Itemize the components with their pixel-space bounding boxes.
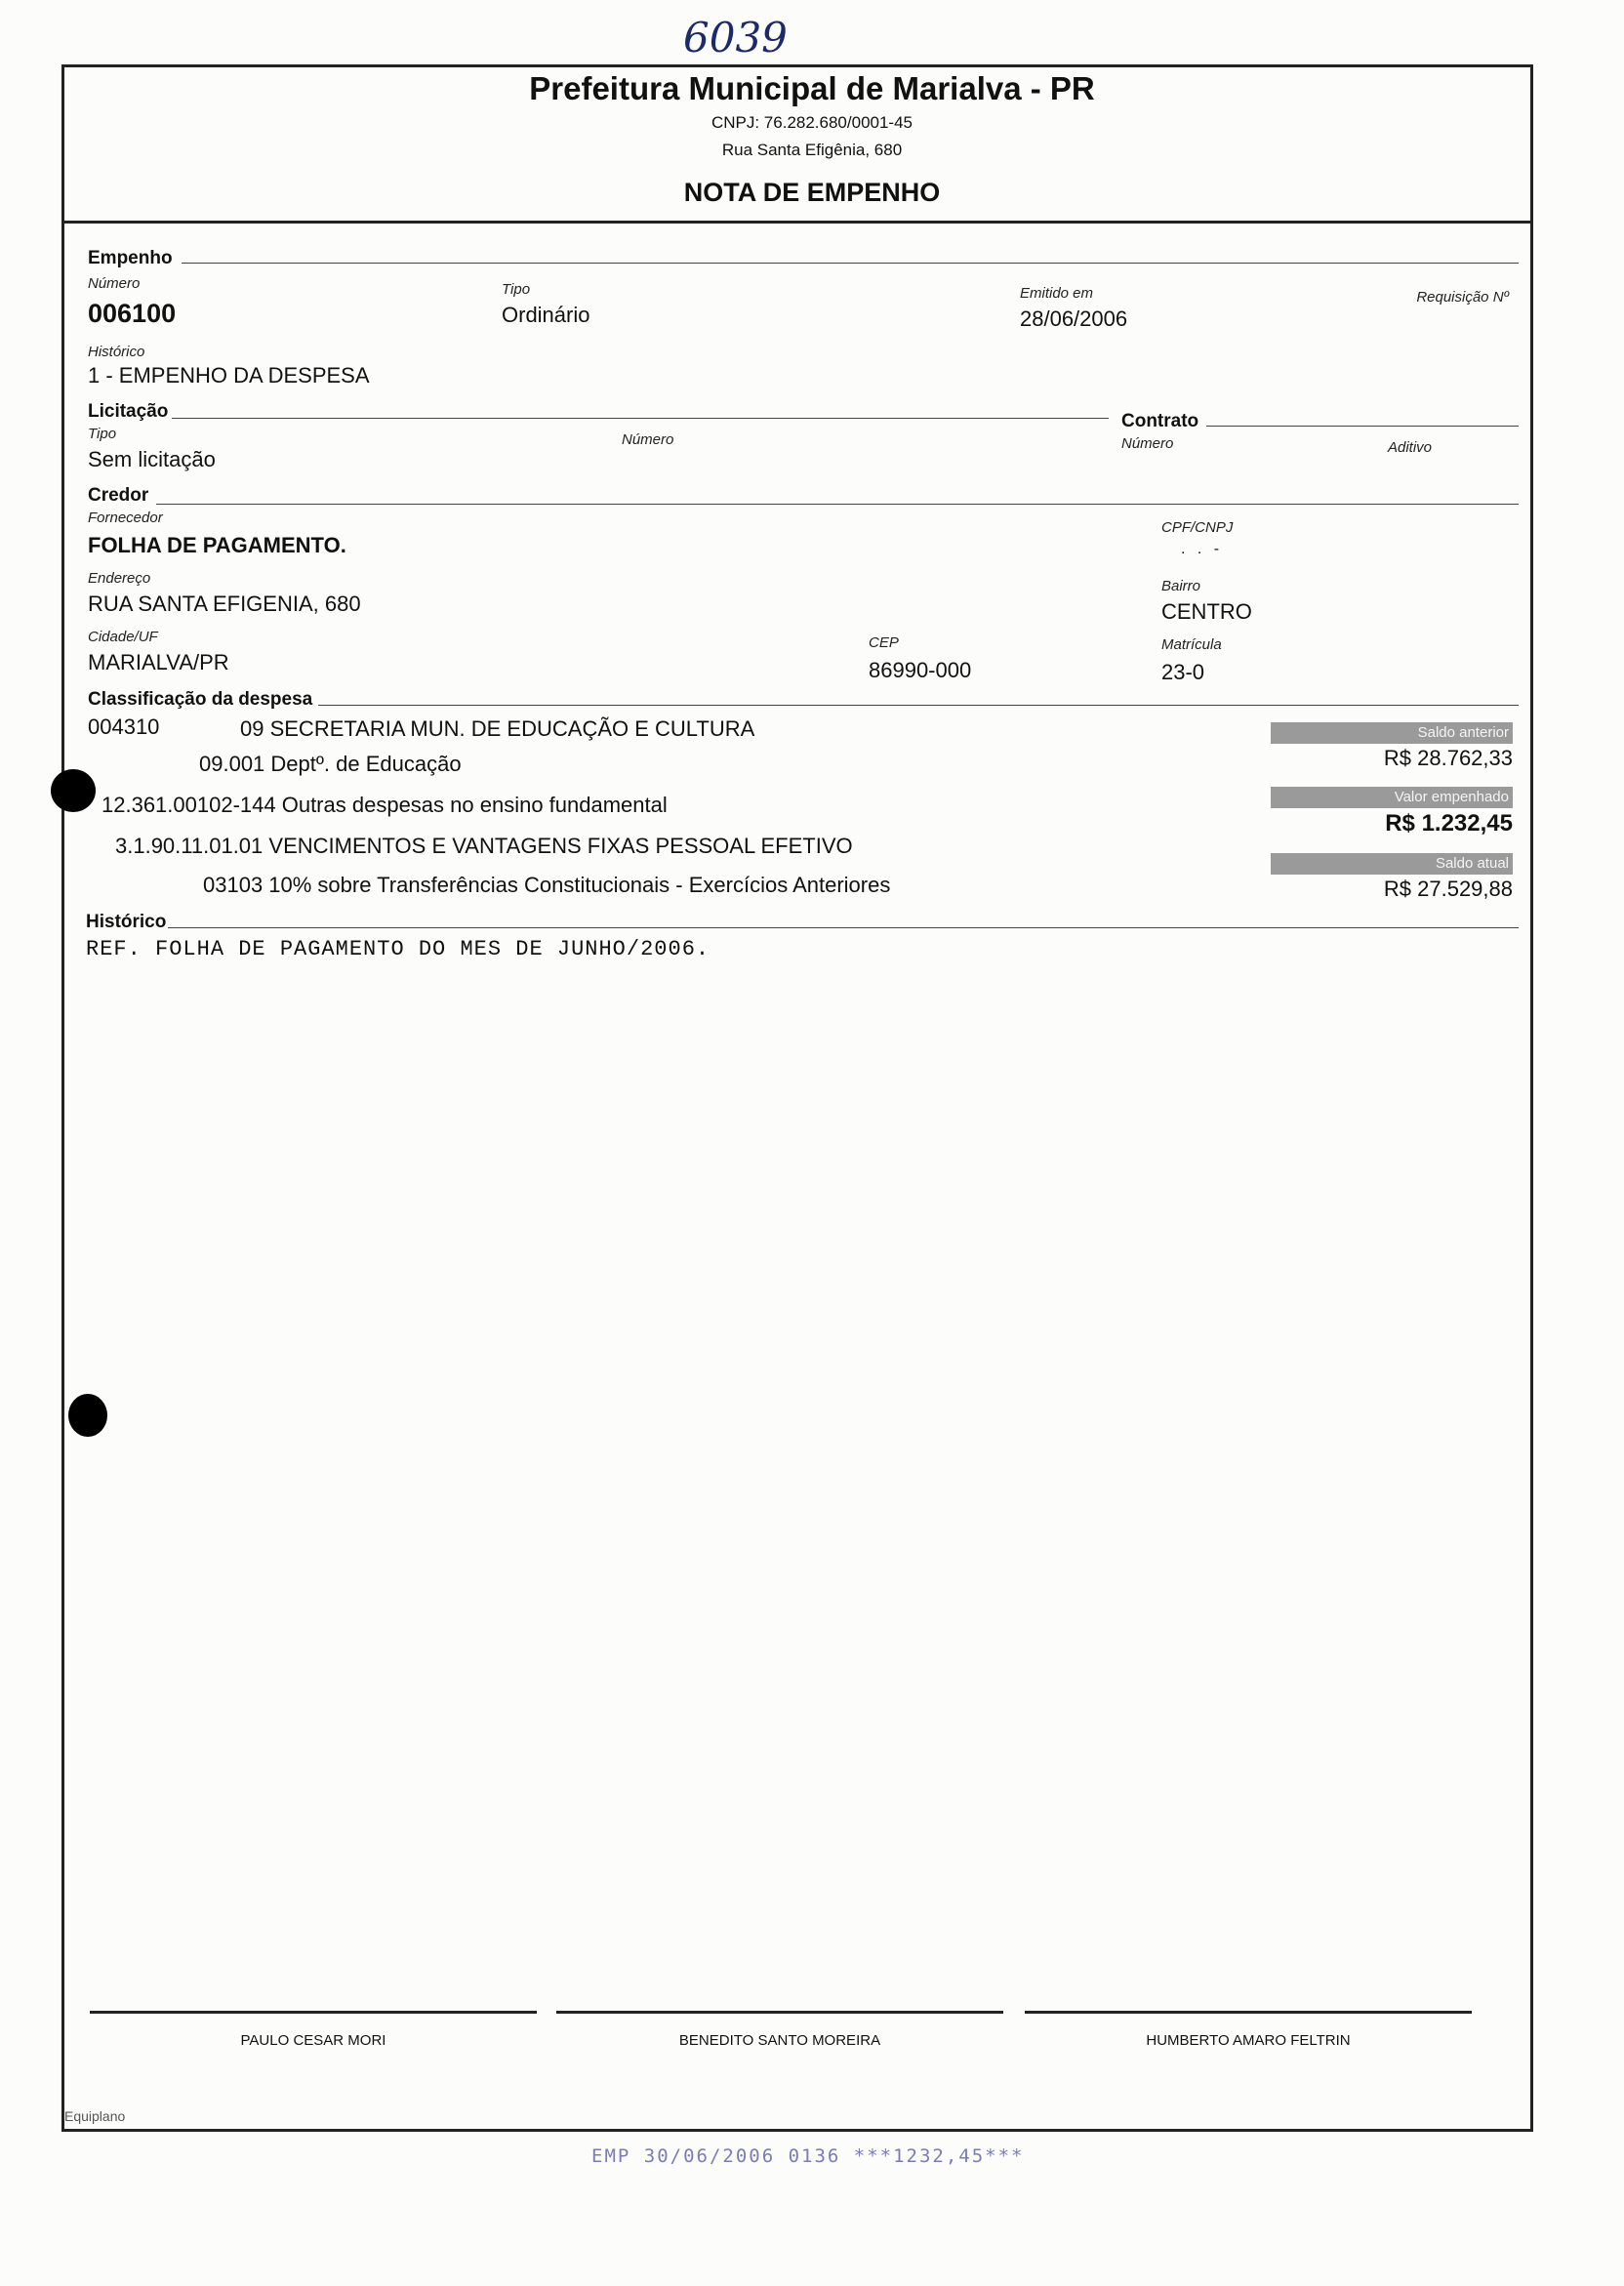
empenho-historico-label: Histórico <box>88 344 145 360</box>
cep-label: CEP <box>869 634 899 651</box>
signature-line-2 <box>556 2011 1003 2014</box>
cnpj-text: CNPJ: 76.282.680/0001-45 <box>710 113 914 132</box>
credor-section-title: Credor <box>88 485 149 506</box>
matricula-label: Matrícula <box>1161 636 1222 653</box>
licitacao-tipo-label: Tipo <box>88 426 117 442</box>
emitido-label: Emitido em <box>1020 285 1094 302</box>
empenho-tipo: Ordinário <box>502 303 590 327</box>
address-text: Rua Santa Efigênia, 680 <box>721 141 903 159</box>
cidade-value: MARIALVA/PR <box>88 650 229 674</box>
licitacao-rule <box>172 418 1109 419</box>
punch-hole-bottom <box>68 1394 107 1437</box>
page-title: Prefeitura Municipal de Marialva - PR <box>529 70 1095 106</box>
historico-text: REF. FOLHA DE PAGAMENTO DO MES DE JUNHO/2006. <box>86 937 710 961</box>
signature-name-2: BENEDITO SANTO MOREIRA <box>678 2032 881 2049</box>
departamento-text: 09.001 Deptº. de Educação <box>199 752 462 776</box>
empenho-rule <box>182 263 1519 264</box>
licitacao-numero-label: Número <box>622 431 674 448</box>
funcional-text: 12.361.00102-144 Outras despesas no ensino fundamental <box>102 793 668 817</box>
header-divider <box>61 221 1533 224</box>
saldo-anterior-label: Saldo anterior <box>1271 722 1513 744</box>
valor-empenhado-label: Valor empenhado <box>1271 787 1513 808</box>
emitido-date: 28/06/2006 <box>1020 306 1128 331</box>
cpf-value: . . - <box>1181 541 1224 557</box>
punch-hole-top <box>51 769 96 812</box>
cidade-label: Cidade/UF <box>88 629 158 645</box>
fonte-text: 03103 10% sobre Transferências Constitucionais - Exercícios Anteriores <box>203 873 891 897</box>
contrato-section-title: Contrato <box>1121 411 1199 431</box>
saldo-atual-value: R$ 27.529,88 <box>1383 877 1513 901</box>
doc-title: NOTA DE EMPENHO <box>683 178 941 207</box>
cep-value: 86990-000 <box>869 658 972 682</box>
saldo-anterior-value: R$ 28.762,33 <box>1383 746 1513 770</box>
cpf-label: CPF/CNPJ <box>1161 519 1234 536</box>
licitacao-tipo: Sem licitação <box>88 447 216 471</box>
contrato-rule <box>1206 426 1519 427</box>
saldo-atual-label: Saldo atual <box>1271 853 1513 875</box>
matricula-value: 23-0 <box>1161 660 1205 684</box>
contrato-aditivo-label: Aditivo <box>1388 439 1433 456</box>
classificacao-rule <box>318 705 1519 706</box>
valor-empenhado-value: R$ 1.232,45 <box>1385 810 1513 837</box>
elemento-text: 3.1.90.11.01.01 VENCIMENTOS E VANTAGENS FIXAS PESSOAL EFETIVO <box>115 834 853 858</box>
bairro-value: CENTRO <box>1161 599 1252 624</box>
historico-rule <box>168 927 1519 928</box>
endereco-value: RUA SANTA EFIGENIA, 680 <box>88 592 361 616</box>
empenho-numero-label: Número <box>88 275 141 292</box>
signature-line-1 <box>90 2011 537 2014</box>
bairro-label: Bairro <box>1161 578 1201 594</box>
contrato-numero-label: Número <box>1121 435 1174 452</box>
classificacao-section-title: Classificação da despesa <box>88 689 313 710</box>
empenho-section-title: Empenho <box>88 248 173 268</box>
signature-name-1: PAULO CESAR MORI <box>240 2032 386 2049</box>
requisicao-label: Requisição Nº <box>1416 289 1509 306</box>
endereco-label: Endereço <box>88 570 151 587</box>
classificacao-code: 004310 <box>88 714 160 739</box>
credor-rule <box>156 504 1519 505</box>
fornecedor-name: FOLHA DE PAGAMENTO. <box>88 533 346 557</box>
fornecedor-label: Fornecedor <box>88 510 163 526</box>
signature-line-3 <box>1025 2011 1472 2014</box>
signature-name-3: HUMBERTO AMARO FELTRIN <box>1146 2032 1351 2049</box>
secretaria-text: 09 SECRETARIA MUN. DE EDUCAÇÃO E CULTURA <box>240 716 755 741</box>
software-credit: Equiplano <box>64 2108 126 2124</box>
empenho-tipo-label: Tipo <box>502 281 531 298</box>
empenho-historico: 1 - EMPENHO DA DESPESA <box>88 363 370 388</box>
validation-stamp: EMP 30/06/2006 0136 ***1232,45*** <box>591 2145 1025 2167</box>
handwritten-number: 6039 <box>683 14 788 61</box>
licitacao-section-title: Licitação <box>88 401 169 422</box>
empenho-numero: 006100 <box>88 299 177 328</box>
historico-section-title: Histórico <box>86 912 167 932</box>
